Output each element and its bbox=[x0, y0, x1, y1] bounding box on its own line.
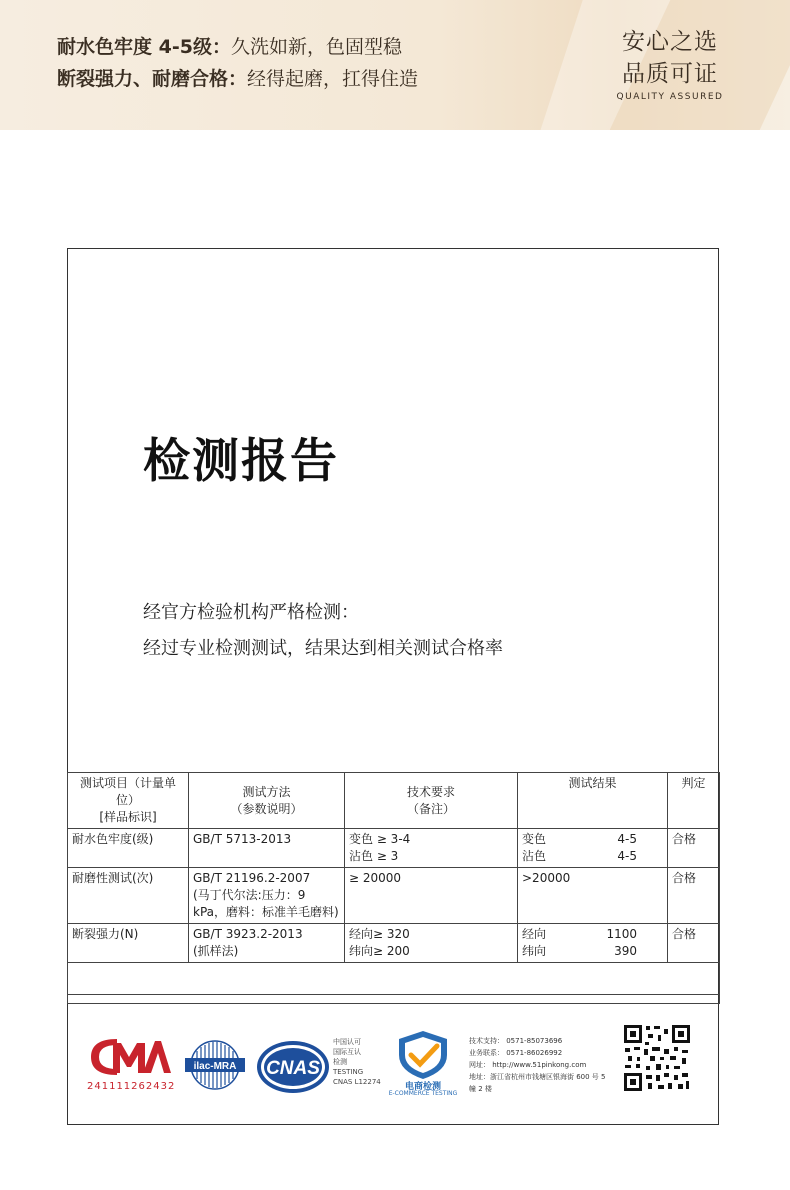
row-method: GB/T 5713-2013 bbox=[189, 829, 345, 868]
table-row bbox=[68, 829, 720, 868]
row-verdict: 合格 bbox=[668, 924, 720, 963]
quality-brand bbox=[600, 26, 740, 102]
row-requirement: ≥ 20000 bbox=[345, 868, 518, 924]
cma-logo-icon bbox=[87, 1035, 171, 1079]
row-item: 断裂强力(N) bbox=[68, 924, 189, 963]
cma-number: 241111262432 bbox=[87, 1081, 176, 1092]
svg-text:CNAS: CNAS bbox=[266, 1058, 320, 1079]
table-header-row bbox=[68, 773, 720, 829]
intro-line-1: 经官方检验机构严格检测： bbox=[143, 602, 359, 623]
feature-colorfastness: 耐水色牢度 4-5级：久洗如新，色固型稳 bbox=[57, 36, 402, 58]
table-row bbox=[68, 868, 720, 924]
row-verdict: 合格 bbox=[668, 868, 720, 924]
results-table bbox=[67, 772, 720, 1004]
header-verdict: 判定 bbox=[668, 773, 720, 829]
brand-line-1: 安心之选 bbox=[622, 29, 718, 55]
brand-line-3: QUALITY ASSURED bbox=[616, 92, 724, 102]
shield-check-icon bbox=[391, 1029, 455, 1081]
report-title: 检测报告 bbox=[143, 434, 339, 489]
row-requirement: 变色 ≥ 3-4 沾色 ≥ 3 bbox=[345, 829, 518, 868]
cnas-text: 中国认可 国际互认 检测 TESTING CNAS L12274 bbox=[333, 1038, 381, 1086]
row-method: GB/T 21196.2-2007 (马丁代尔法:压力：9 kPa，磨料：标准羊毛磨料) bbox=[189, 868, 345, 924]
brand-line-2: 品质可证 bbox=[622, 61, 718, 87]
header-result: 测试结果 bbox=[518, 773, 668, 829]
row-result: 经向 1100 纬向 390 bbox=[518, 924, 668, 963]
ecommerce-en-label: E-COMMERCE TESTING bbox=[388, 1090, 458, 1097]
certification-footer bbox=[67, 994, 719, 1125]
test-report-document bbox=[67, 248, 719, 1125]
row-result: >20000 bbox=[518, 868, 668, 924]
row-method: GB/T 3923.2-2013 (抓样法) bbox=[189, 924, 345, 963]
row-item: 耐磨性测试(次) bbox=[68, 868, 189, 924]
table-row bbox=[68, 924, 720, 963]
header-requirement: 技术要求 （备注） bbox=[345, 773, 518, 829]
cnas-logo-icon bbox=[255, 1039, 331, 1095]
qr-code-icon bbox=[622, 1023, 692, 1093]
contact-info: 技术支持： 0571-85073696 业务联系： 0571-86026992 网址： http://www.51pinkong.com 地址：浙江省杭州市钱塘区银海街 600 号 5 幢 2 楼 bbox=[469, 1037, 606, 1093]
row-verdict: 合格 bbox=[668, 829, 720, 868]
header-method: 测试方法 （参数说明） bbox=[189, 773, 345, 829]
header-item: 测试项目（计量单位） [样品标识] bbox=[68, 773, 189, 829]
ilac-mra-logo-icon bbox=[183, 1039, 247, 1091]
feature-strength: 断裂强力、耐磨合格：经得起磨，扛得住造 bbox=[57, 68, 419, 90]
svg-text:ilac-MRA: ilac-MRA bbox=[193, 1061, 237, 1072]
ecommerce-label: 电商检测 bbox=[404, 1082, 441, 1092]
header-banner bbox=[0, 0, 790, 130]
row-item: 耐水色牢度(级) bbox=[68, 829, 189, 868]
row-requirement: 经向≥ 320 纬向≥ 200 bbox=[345, 924, 518, 963]
row-result: 变色 4-5 沾色 4-5 bbox=[518, 829, 668, 868]
intro-line-2: 经过专业检测测试，结果达到相关测试合格率 bbox=[143, 638, 503, 659]
